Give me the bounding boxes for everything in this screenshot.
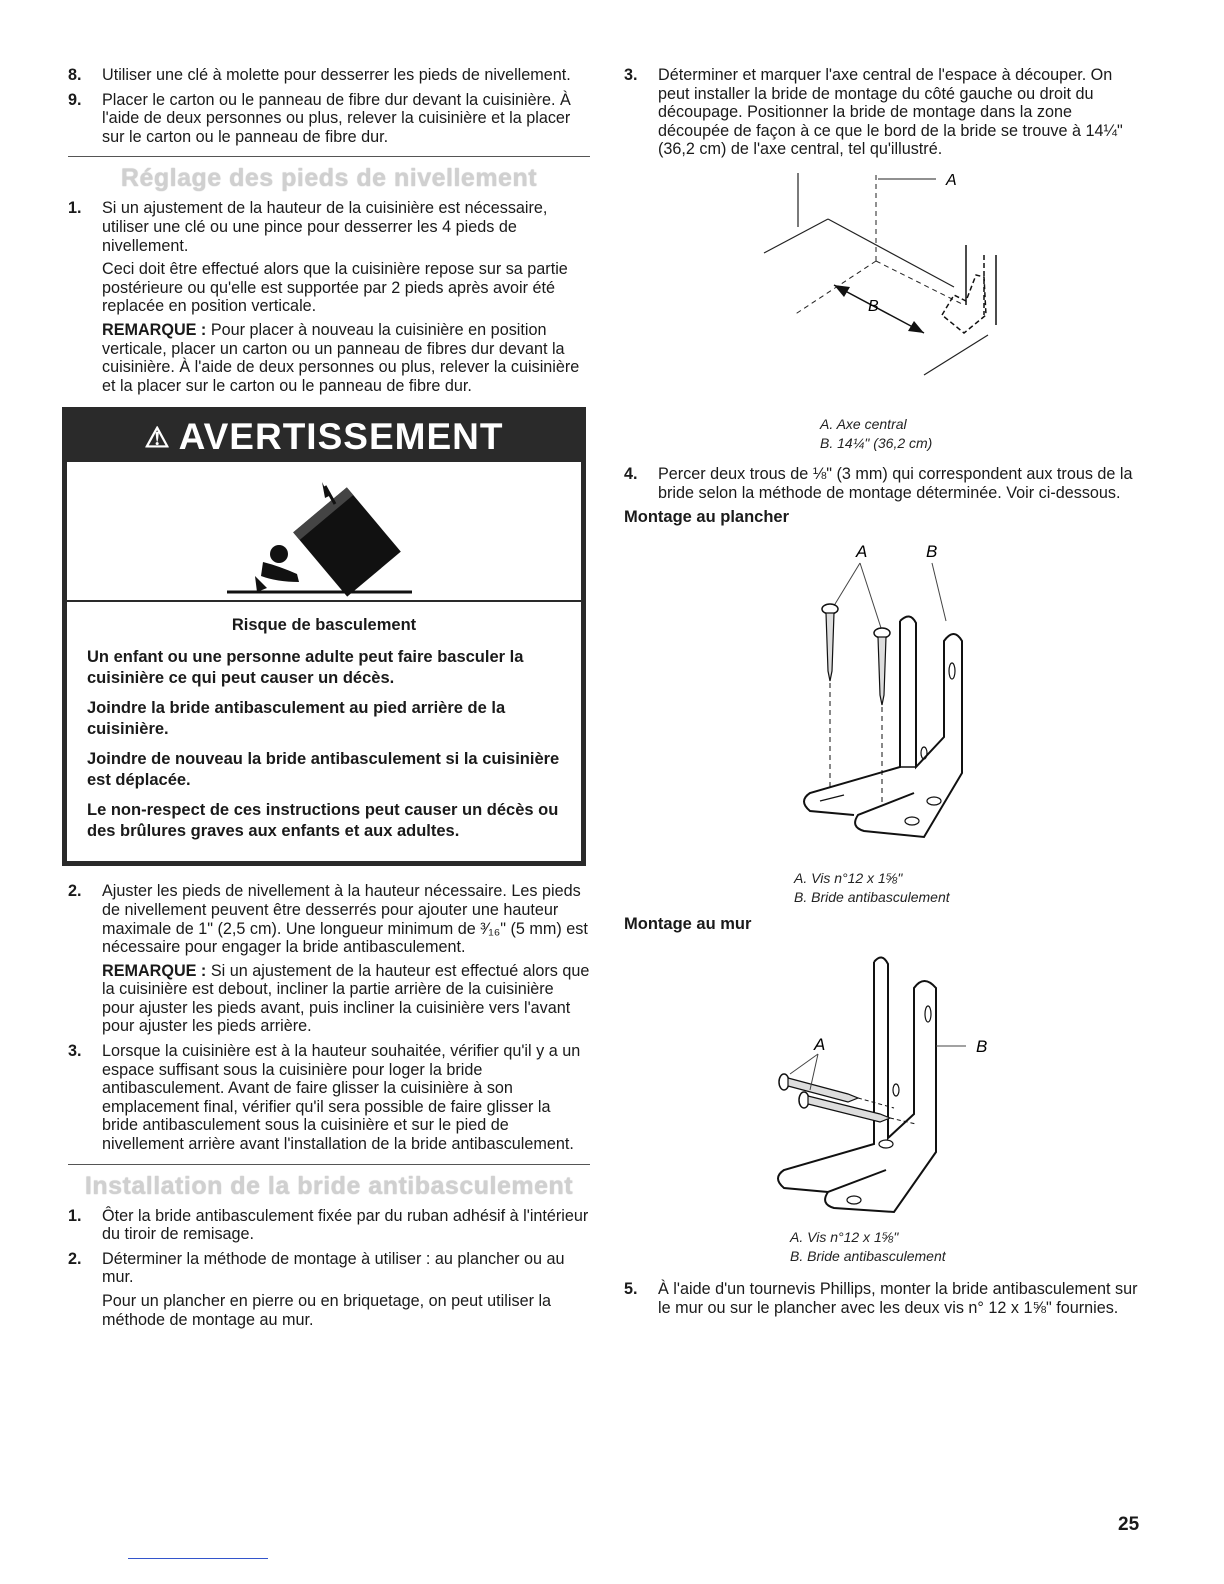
warning-body <box>67 602 581 861</box>
fig3-caption-b: B. Bride antibasculement <box>790 1248 946 1265</box>
floor-mount-drawing <box>624 531 1144 869</box>
fig1-caption-b: B. 14¼" (36,2 cm) <box>820 434 933 451</box>
note <box>102 321 590 395</box>
item-text: Déterminer la méthode de montage à utiliser : au plancher ou au mur. <box>102 1249 565 1287</box>
fig1-caption-a: A. Axe central <box>820 415 907 432</box>
list-item <box>68 91 590 147</box>
footer-line <box>128 1558 268 1559</box>
warning-triangle-icon: ⚠ <box>144 421 171 453</box>
item-number: 2. <box>68 882 82 901</box>
item-text: Ôter la bride antibasculement fixée par du ruban adhésif à l'intérieur du tiroir de remisage. <box>102 1206 589 1244</box>
item-text: Si un ajustement de la hauteur de la cuisinière est nécessaire, utiliser une clé ou une pince pour desserrer les 4 pieds de nivellement. <box>102 199 548 255</box>
item-number: 3. <box>68 1042 82 1061</box>
tip-over-drawing <box>67 462 571 598</box>
note-label: REMARQUE : <box>102 320 207 339</box>
item-text: Placer le carton ou le panneau de fibre dur devant la cuisinière. À l'aide de deux personnes ou plus, relever la cuisinière et la placer sur le carton ou le panneau de fibre dur. <box>102 90 571 146</box>
warning-line: Joindre de nouveau la bride antibasculement si la cuisinière est déplacée. <box>87 750 560 790</box>
note-label: REMARQUE : <box>102 961 207 980</box>
divider <box>68 1164 590 1165</box>
warning-box <box>62 407 586 866</box>
centerline-figure <box>624 165 1144 415</box>
fig3-label-a: A <box>814 1035 826 1055</box>
list-item <box>68 1042 590 1154</box>
warning-line: Joindre la bride antibasculement au pied arrière de la cuisinière. <box>87 699 506 739</box>
left-column <box>68 66 590 1335</box>
fig2-caption-a: A. Vis n°12 x 1⅝" <box>794 870 903 887</box>
item-text: Utiliser une clé à molette pour desserrer les pieds de nivellement. <box>102 66 571 84</box>
item-text-continued: Pour un plancher en pierre ou en briquetage, on peut utiliser la méthode de montage au mur. <box>102 1292 552 1329</box>
section-title-leveling: Réglage des pieds de nivellement <box>120 164 538 193</box>
fig2-caption-b: B. Bride antibasculement <box>794 889 950 906</box>
fig2-label-b: B <box>926 542 938 562</box>
item-number: 9. <box>68 90 82 109</box>
item-text: Percer deux trous de ⅛" (3 mm) qui correspondent aux trous de la bride selon la méthode de montage déterminée. Voir ci-dessous. <box>658 464 1133 502</box>
fig1-label-b: B <box>868 297 879 315</box>
item-number: 1. <box>68 1206 82 1225</box>
note-text: Pour placer à nouveau la cuisinière en position verticale, placer un carton ou un panneau de fibres dur devant la cuisinière. À l'aide de deux personnes ou plus, relever la cuisinière et la placer sur le carton ou le panneau de fibre dur. <box>102 320 580 395</box>
list-item <box>624 465 1144 502</box>
item-number: 8. <box>68 66 82 84</box>
item-number: 5. <box>624 1280 638 1299</box>
list-item <box>68 1250 590 1329</box>
item-text: À l'aide d'un tournevis Phillips, monter la bride antibasculement sur le mur ou sur le plancher avec les deux vis n° 12 x 1⅝" fournies. <box>658 1280 1138 1317</box>
fig1-label-a: A <box>946 171 957 189</box>
warning-risk: Risque de basculement <box>231 616 417 635</box>
right-column <box>624 66 1144 1323</box>
fig3-caption-a: A. Vis n°12 x 1⅝" <box>790 1229 899 1246</box>
list-item <box>624 1280 1144 1317</box>
list-item <box>68 882 590 1036</box>
fig3-label-b: B <box>976 1037 988 1057</box>
warning-title: AVERTISSEMENT <box>178 416 504 458</box>
item-text: Ajuster les pieds de nivellement à la hauteur nécessaire. Les pieds de nivellement peuvent être desserrés pour ajouter une hauteur maximale de 1" (2,5 cm). Une longueur minimum de ³⁄₁₆" (5 mm) est nécessaire pour engager la bride antibasculement. <box>102 882 588 957</box>
warning-line: Un enfant ou une personne adulte peut faire basculer la cuisinière ce qui peut causer un décès. <box>87 648 524 688</box>
wall-mount-drawing <box>624 938 1144 1228</box>
item-number: 1. <box>68 199 82 218</box>
list-item <box>68 199 590 395</box>
section-title-installation: Installation de la bride antibasculement <box>84 1171 574 1200</box>
list-item <box>68 66 590 85</box>
item-number: 3. <box>624 66 638 84</box>
item-number: 2. <box>68 1249 82 1268</box>
divider <box>68 156 590 157</box>
warning-header <box>67 412 581 462</box>
wall-mount-figure <box>624 938 1144 1228</box>
note <box>102 962 590 1036</box>
list-item <box>68 1207 590 1244</box>
item-number: 4. <box>624 464 638 483</box>
item-text-continued: Ceci doit être effectué alors que la cuisinière repose sur sa partie postérieure ou qu'elle est supportée par 2 pieds après avoir été replacée en position verticale. <box>102 260 568 316</box>
centerline-drawing <box>624 165 1144 415</box>
item-text: Déterminer et marquer l'axe central de l'espace à découper. On peut installer la bride de montage du côté gauche ou droit du découpage. Positionner la bride de montage dans la zone découpée de façon à ce que le bord de la bride se trouve à 14¼" (36,2 cm) de l'axe central, tel qu'illustré. <box>658 66 1123 159</box>
item-text: Lorsque la cuisinière est à la hauteur souhaitée, vérifier qu'il y a un espace suffisant sous la cuisinière pour loger la bride antibasculement. Avant de faire glisser la cuisinière à son emplacement final, vérifier qu'il sera possible de faire glisser la bride antibasculement sous la cuisinière et sur le pied de nivellement arrière avant l'installation de la bride antibasculement. <box>102 1042 581 1154</box>
tip-over-illustration <box>67 462 581 602</box>
wall-mount-title: Montage au mur <box>624 915 752 934</box>
floor-mount-figure <box>624 531 1144 869</box>
fig2-label-a: A <box>856 542 868 562</box>
floor-mount-title: Montage au plancher <box>624 508 790 527</box>
warning-line: Le non-respect de ces instructions peut causer un décès ou des brûlures graves aux enfants et aux adultes. <box>87 801 559 841</box>
list-item <box>624 66 1144 159</box>
note-text: Si un ajustement de la hauteur est effectué alors que la cuisinière est debout, incliner la partie arrière de la cuisinière pour ajuster les pieds avant, puis incliner la cuisinière vers l'avant pour ajuster les pieds arrière. <box>102 961 590 1036</box>
page-number: 25 <box>1118 1514 1140 1535</box>
